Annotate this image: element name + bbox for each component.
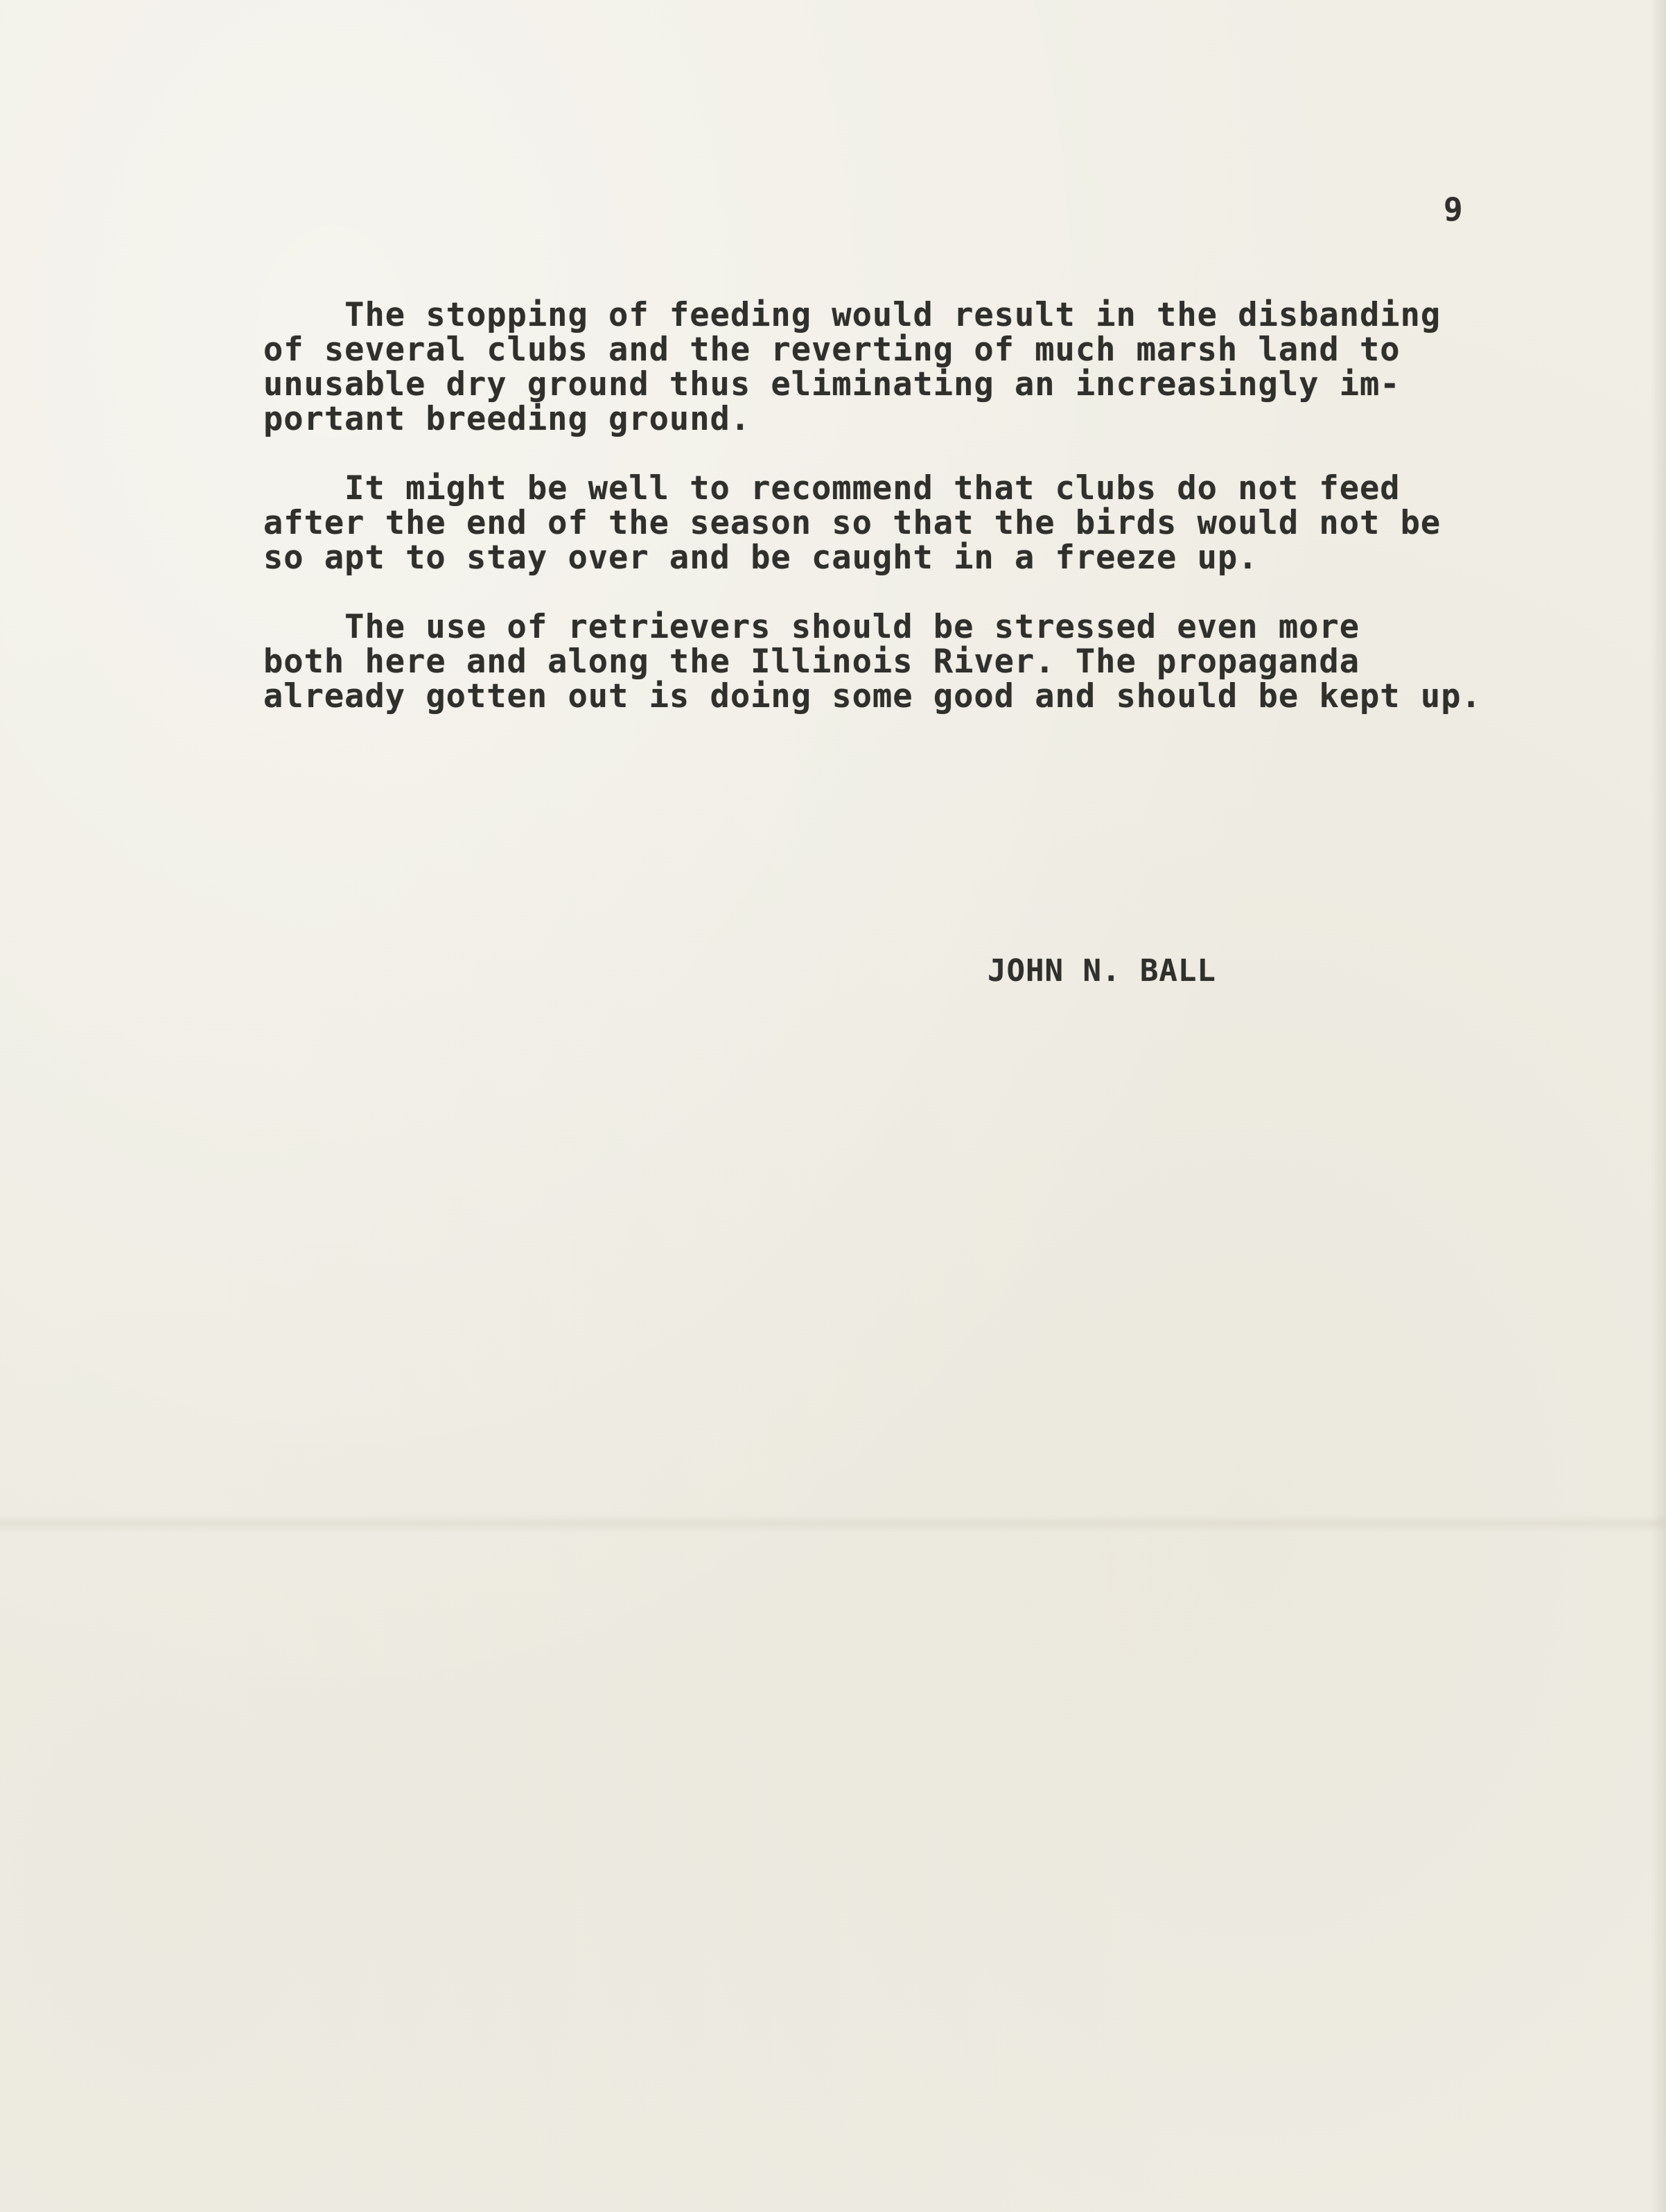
paragraph-line: after the end of the season so that the birds would not be [263,504,1441,542]
paragraph-line: The stopping of feeding would result in the disbanding [263,296,1441,334]
paragraph-line: so apt to stay over and be caught in a freeze up. [263,539,1259,577]
paragraph-line: portant breeding ground. [263,400,751,438]
paragraph-retrievers [263,610,1552,714]
page-number: 9 [1444,191,1464,228]
paragraph-line: already gotten out is doing some good and should be kept up. [263,677,1482,715]
paragraph-feeding [263,298,1552,437]
paper-fold-line [0,1515,1666,1533]
author-signature: JOHN N. BALL [988,953,1216,989]
paragraph-line: both here and along the Illinois River. The propaganda [263,643,1360,681]
paper-edge-shadow [1651,0,1666,2212]
paragraph-line: It might be well to recommend that clubs do not feed [263,469,1401,507]
paragraph-line: The use of retrievers should be stressed even more [263,608,1360,646]
paragraph-line: of several clubs and the reverting of much marsh land to [263,331,1401,369]
paragraph-recommendation [263,471,1552,575]
paragraph-line: unusable dry ground thus eliminating an increasingly im- [263,365,1401,403]
